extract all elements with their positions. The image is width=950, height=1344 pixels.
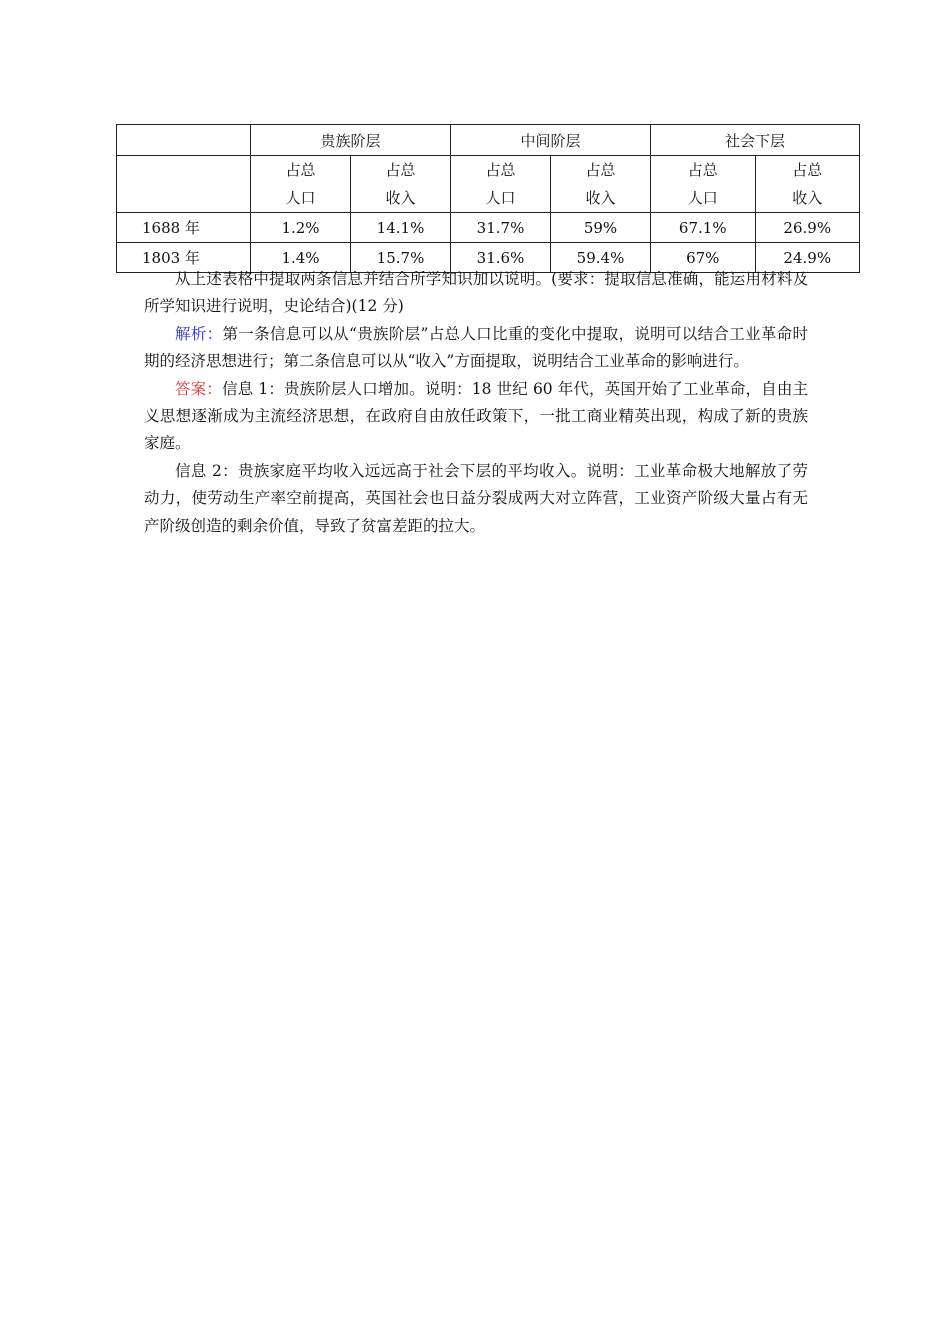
row-year: 1803 年 (117, 243, 251, 273)
subheader-cell: 占总 收入 (351, 156, 451, 213)
group-header-middle: 中间阶层 (451, 125, 651, 156)
table-cell: 26.9% (755, 213, 860, 243)
table-cell: 24.9% (755, 243, 860, 273)
info2-paragraph: 信息 2：贵族家庭平均收入远远高于社会下层的平均收入。说明：工业革命极大地解放了劳动力，使劳动生产率空前提高，英国社会也日益分裂成两大对立阵营，工业资产阶级大量占有无产阶级创造的剩余价值，导致了贫富差距的拉大。 (144, 461, 808, 535)
question-paragraph: 从上述表格中提取两条信息并结合所学知识加以说明。(要求：提取信息准确，能运用材料及所学知识进行说明，史论结合)(12 分) (144, 270, 808, 316)
table-cell: 31.6% (451, 243, 551, 273)
subheader-cell: 占总 收入 (755, 156, 860, 213)
table-cell: 1.2% (251, 213, 351, 243)
table-cell: 67.1% (651, 213, 756, 243)
answer-text: 信息 1：贵族阶层人口增加。说明：18 世纪 60 年代，英国开始了工业革命，自由主义思想逐渐成为主流经济思想，在政府自由放任政策下，一批工商业精英出现，构成了新的贵族家庭。 (144, 379, 808, 453)
row-year: 1688 年 (117, 213, 251, 243)
table-cell: 31.7% (451, 213, 551, 243)
analysis-text: 第一条信息可以从“贵族阶层”占总人口比重的变化中提取，说明可以结合工业革命时期的经济思想进行；第二条信息可以从“收入”方面提取，说明结合工业革命的影响进行。 (144, 324, 808, 371)
body-text (144, 266, 808, 540)
group-header-lower: 社会下层 (651, 125, 860, 156)
table-cell: 1.4% (251, 243, 351, 273)
table-cell: 59.4% (551, 243, 651, 273)
table-subheader-row (117, 156, 860, 213)
table-cell: 67% (651, 243, 756, 273)
table-cell: 59% (551, 213, 651, 243)
table-empty-cell (117, 156, 251, 213)
table-corner-cell (117, 125, 251, 156)
answer-label: 答案： (175, 379, 222, 398)
analysis-paragraph (144, 321, 808, 376)
subheader-cell: 占总 人口 (451, 156, 551, 213)
table-cell: 15.7% (351, 243, 451, 273)
subheader-cell: 占总 人口 (651, 156, 756, 213)
table-row (117, 213, 860, 243)
table-header-row (117, 125, 860, 156)
answer-paragraph (144, 376, 808, 458)
analysis-label: 解析： (175, 324, 223, 343)
group-header-nobility: 贵族阶层 (251, 125, 451, 156)
subheader-cell: 占总 人口 (251, 156, 351, 213)
subheader-cell: 占总 收入 (551, 156, 651, 213)
social-class-table (116, 124, 860, 273)
table-cell: 14.1% (351, 213, 451, 243)
